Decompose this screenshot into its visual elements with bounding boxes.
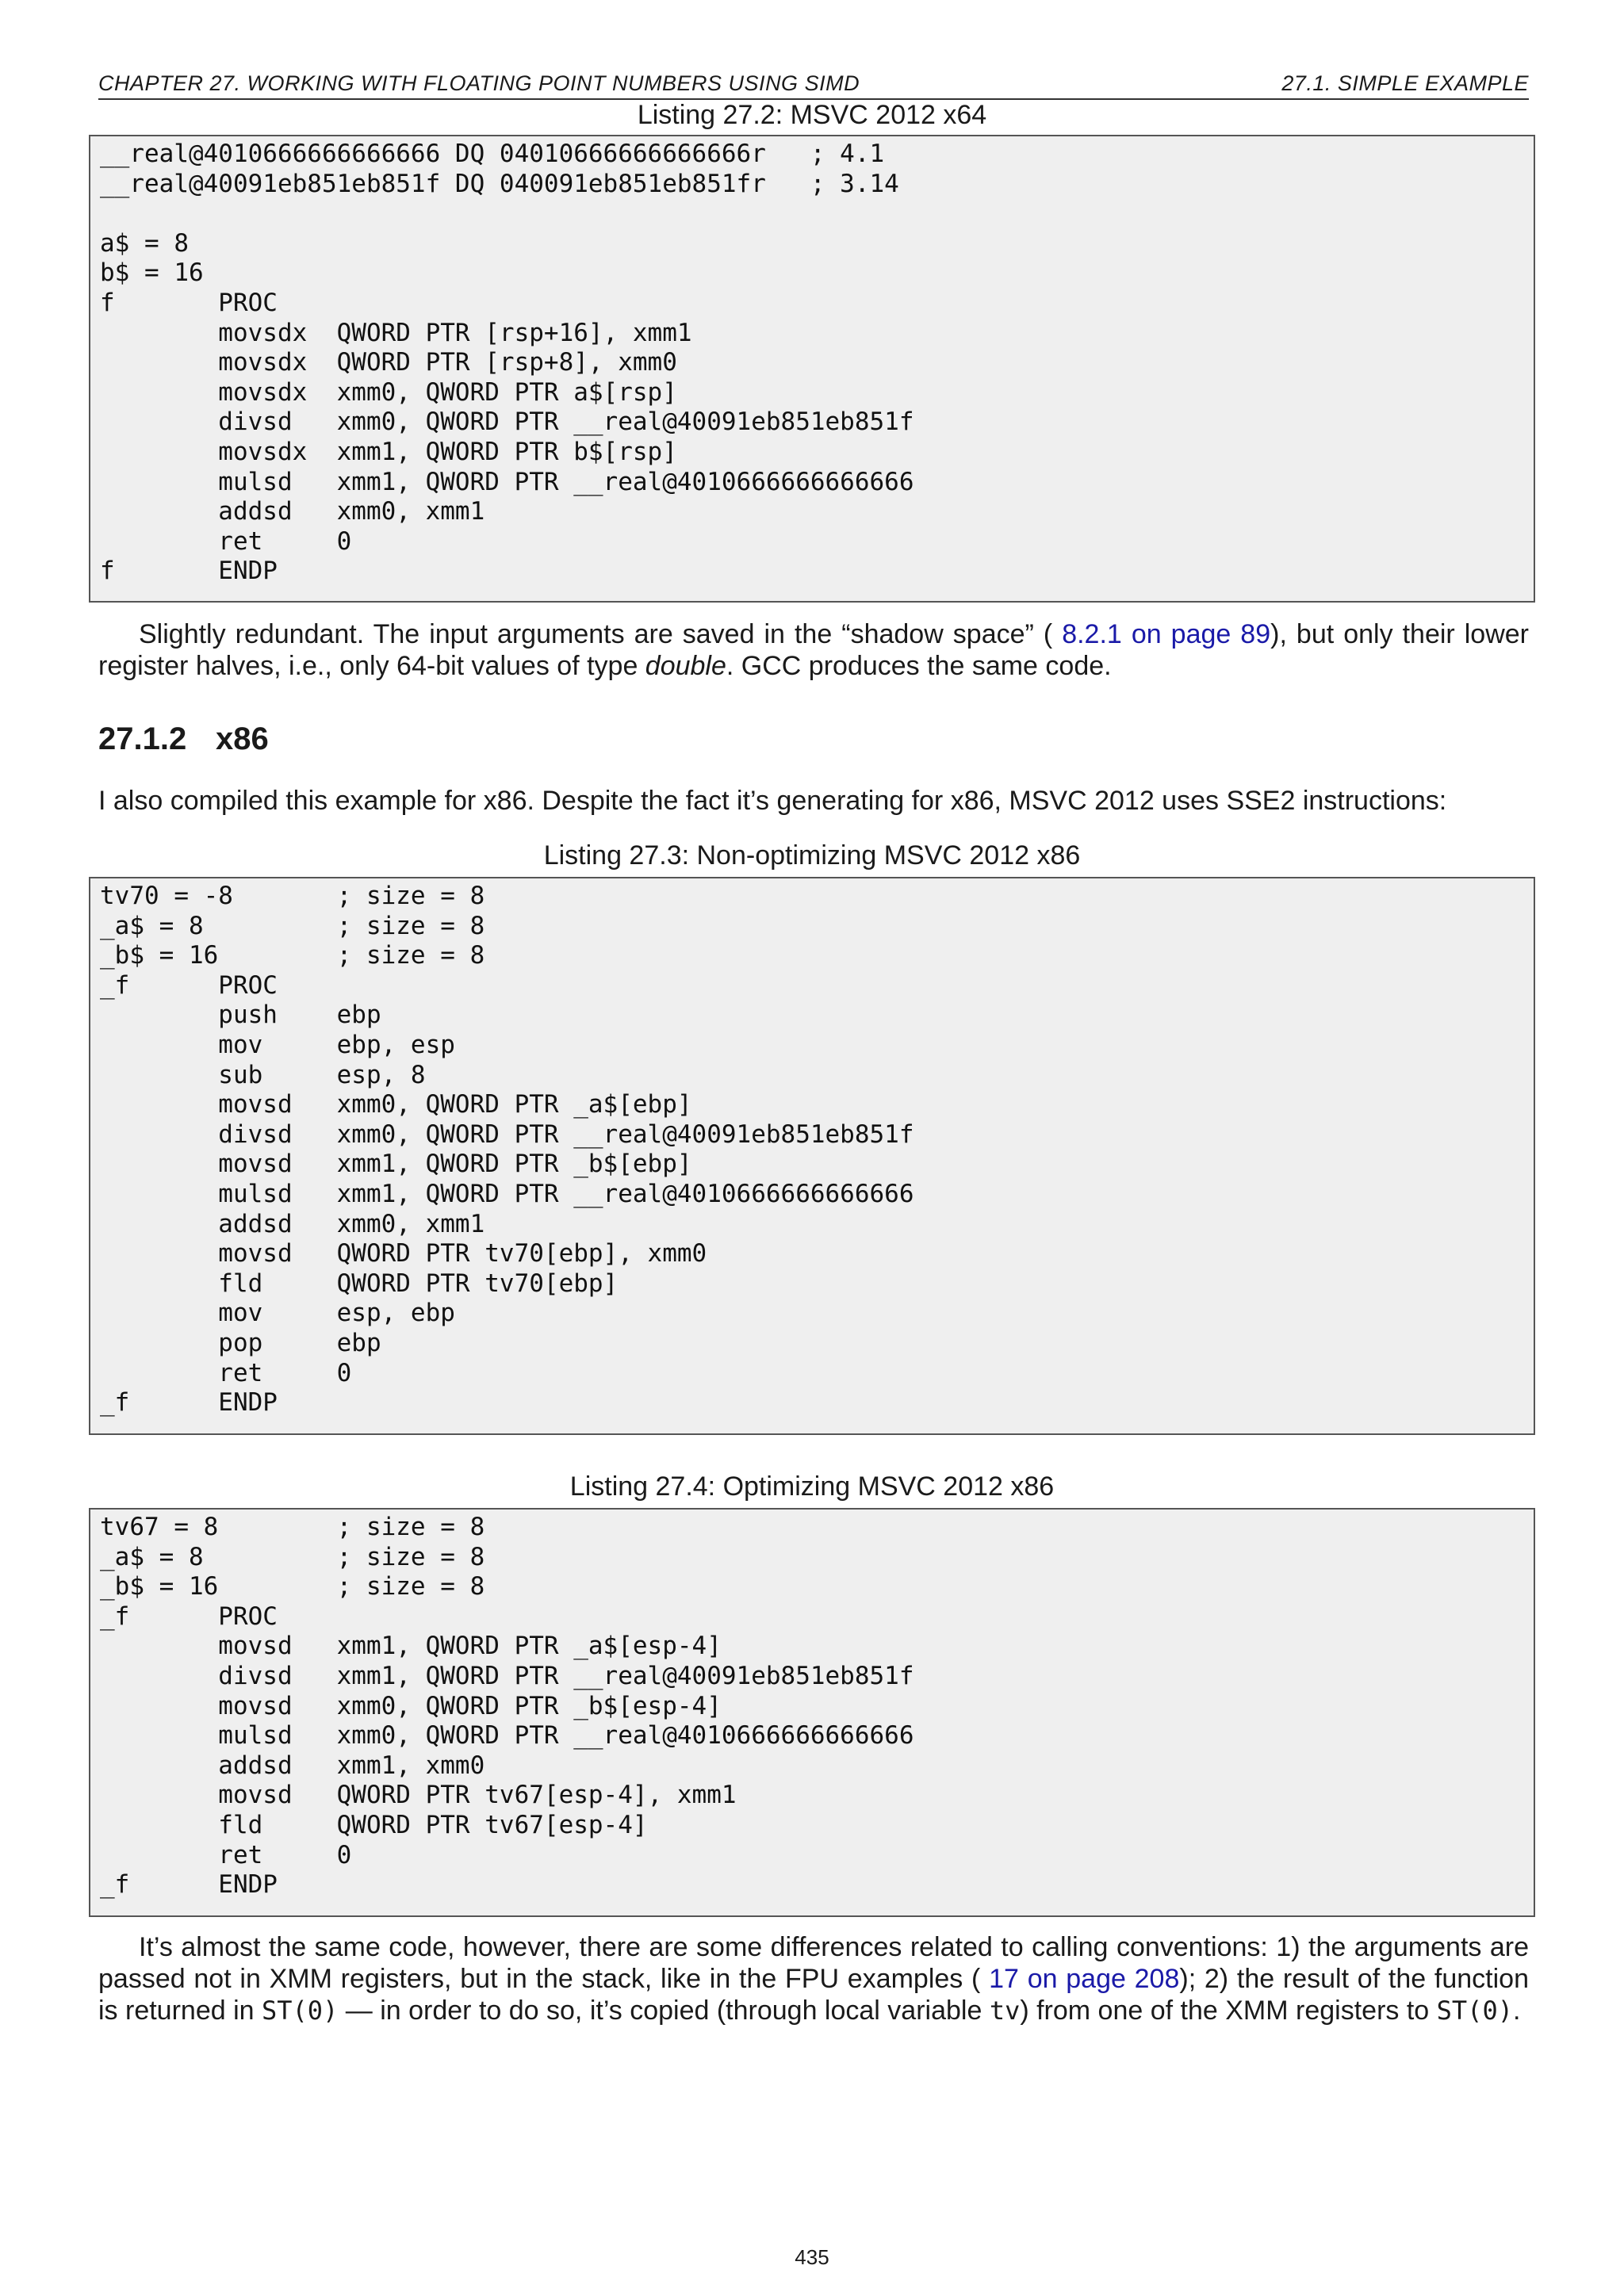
listing-caption-27-4: Listing 27.4: Optimizing MSVC 2012 x86 [569,1471,1055,1502]
paragraph-intro-x86: I also compiled this example for x86. Despite the fact it’s generating for x86, MSVC 2012 uses SSE2 instructions: [98,786,1447,816]
paragraph-calling-conventions: It’s almost the same code, however, there are some differences related to calling conventions: 1) the arguments are passed not in XMM registers, but in the stack, like in the FPU examples ( 17 on page 208); 2) the result of the function is returned in ST(0) — in order to do so, it’s copied (through local variable tv) from one of the XMM registers to ST(0). [98,1932,1529,2026]
page-number: 435 [795,2245,829,2269]
code-listing-27-3 [89,877,1535,1435]
page-reference-link[interactable]: 17 on page 208 [989,1964,1180,1994]
code-listing-27-4 [89,1508,1535,1917]
section-title: 27.1. SIMPLE EXAMPLE [1281,71,1529,95]
listing-caption-27-3: Listing 27.3: Non-optimizing MSVC 2012 x86 [543,840,1081,871]
listing-caption-27-2: Listing 27.2: MSVC 2012 x64 [637,100,987,130]
section-heading-title: x86 [216,721,269,756]
code-text: __real@4010666666666666 DQ 04010666666666666r ; 4.1 __real@40091eb851eb851f DQ 040091eb851eb851fr ; 3.14 a$ = 8 b$ = 16 f PROC movsdx QWORD PTR [rsp+16], xmm1 movsdx QWORD PTR [rsp+8], xmm0 movsdx xmm0, QWORD PTR a$[rsp] divsd xmm0, QWORD PTR __real@40091eb851eb851f movsdx xmm1, QWORD PTR b$[rsp] mulsd xmm1, QWORD PTR __real@4010666666666666 addsd xmm0, xmm1 ret 0 f ENDP [100,140,914,586]
code-listing-27-2 [89,135,1535,603]
code-text: tv70 = -8 ; size = 8 _a$ = 8 ; size = 8 _b$ = 16 ; size = 8 _f PROC push ebp mov ebp, esp sub esp, 8 movsd xmm0, QWORD PTR _a$[ebp] divsd xmm0, QWORD PTR __real@40091eb851eb851f movsd xmm1, QWORD PTR _b$[ebp] mulsd xmm1, QWORD PTR __real@4010666666666666 addsd xmm0, xmm1 movsd QWORD PTR tv70[ebp], xmm0 fld QWORD PTR tv70[ebp] mov esp, ebp pop ebp ret 0 _f ENDP [100,882,914,1418]
inline-code: ST(0) [262,1996,339,2026]
inline-code: ST(0) [1436,1996,1513,2026]
inline-code: tv [989,1996,1021,2026]
page-reference-link[interactable]: 8.2.1 on page 89 [1062,619,1271,649]
section-number: 27.1.2 [98,721,187,756]
chapter-title: CHAPTER 27. WORKING WITH FLOATING POINT NUMBERS USING SIMD [98,71,860,95]
paragraph-shadow-space: Slightly redundant. The input arguments are saved in the “shadow space” ( 8.2.1 on page 89), but only their lower register halves, i.e., only 64-bit values of type double. GCC produces the same code. [98,619,1529,681]
code-text: tv67 = 8 ; size = 8 _a$ = 8 ; size = 8 _b$ = 16 ; size = 8 _f PROC movsd xmm1, QWORD PTR _a$[esp-4] divsd xmm1, QWORD PTR __real@40091eb851eb851f movsd xmm0, QWORD PTR _b$[esp-4] mulsd xmm0, QWORD PTR __real@4010666666666666 addsd xmm1, xmm0 movsd QWORD PTR tv67[esp-4], xmm1 fld QWORD PTR tv67[esp-4] ret 0 _f ENDP [100,1513,914,1900]
section-heading [98,721,269,757]
running-header [98,67,1529,100]
